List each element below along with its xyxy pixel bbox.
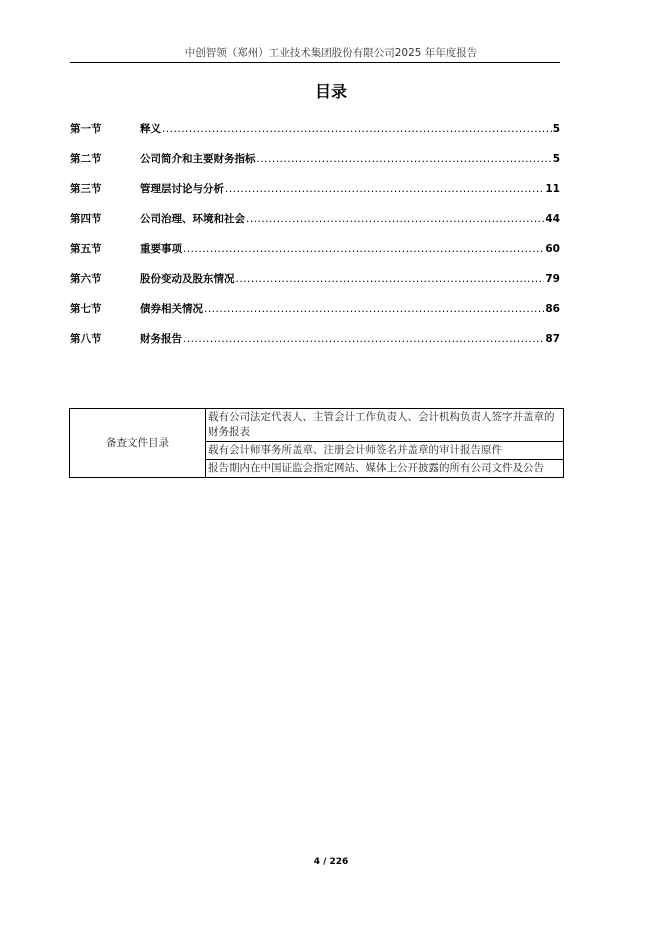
toc-section-number: 第二节 [70,153,102,165]
toc-page-number: 44 [545,213,560,225]
toc-entry[interactable] [70,301,560,331]
toc-entry[interactable] [70,181,560,211]
toc-entry[interactable] [70,151,560,181]
toc-leader-dots [183,333,544,345]
toc-page-number: 60 [545,243,560,255]
toc-section-name: 财务报告 [140,333,182,345]
toc-leader-dots [257,153,552,165]
page-number: 4 / 226 [313,857,349,867]
toc-section-number: 第六节 [70,273,102,285]
toc-leader-dots [246,213,544,225]
toc-section-number: 第一节 [70,123,102,135]
toc-page-number: 87 [545,333,560,345]
toc-section-name: 管理层讨论与分析 [140,183,224,195]
toc-section-name: 债券相关情况 [140,303,203,315]
toc-section-number: 第八节 [70,333,102,345]
toc-leader-dots [204,303,544,315]
reference-doc-item: 载有会计师事务所盖章、注册会计师签名并盖章的审计报告原件 [206,442,564,460]
toc-section-name: 重要事项 [140,243,182,255]
report-header-title: 中创智领（郑州）工业技术集团股份有限公司2025 年年度报告 [184,47,478,59]
toc-page-number: 86 [545,303,560,315]
toc-section-name: 公司简介和主要财务指标 [140,153,256,165]
toc-leader-dots [236,273,545,285]
toc-page-number: 5 [552,123,560,135]
toc-page-number: 79 [545,273,560,285]
toc-entry[interactable] [70,121,560,151]
toc-page-number: 11 [545,183,560,195]
reference-doc-item: 报告期内在中国证监会指定网站、媒体上公开披露的所有公司文件及公告 [206,460,564,478]
toc-entry[interactable] [70,211,560,241]
toc-entry[interactable] [70,241,560,271]
toc-section-name: 股份变动及股东情况 [140,273,235,285]
toc-section-name: 释义 [140,123,161,135]
toc-section-number: 第四节 [70,213,102,225]
toc-leader-dots [162,123,552,135]
table-of-contents [70,121,560,361]
toc-page-number: 5 [552,153,560,165]
header-divider [70,62,560,63]
toc-entry[interactable] [70,271,560,301]
toc-leader-dots [225,183,544,195]
table-row [70,409,564,442]
toc-section-name: 公司治理、环境和社会 [140,213,245,225]
toc-leader-dots [183,243,544,255]
toc-title: 目录 [314,82,347,101]
reference-documents-table [69,408,564,478]
reference-doc-item: 载有公司法定代表人、主管会计工作负责人、会计机构负责人签字并盖章的财务报表 [206,409,564,442]
reference-docs-label: 备查文件目录 [70,409,206,478]
toc-entry[interactable] [70,331,560,361]
toc-section-number: 第七节 [70,303,102,315]
toc-section-number: 第三节 [70,183,102,195]
toc-section-number: 第五节 [70,243,102,255]
